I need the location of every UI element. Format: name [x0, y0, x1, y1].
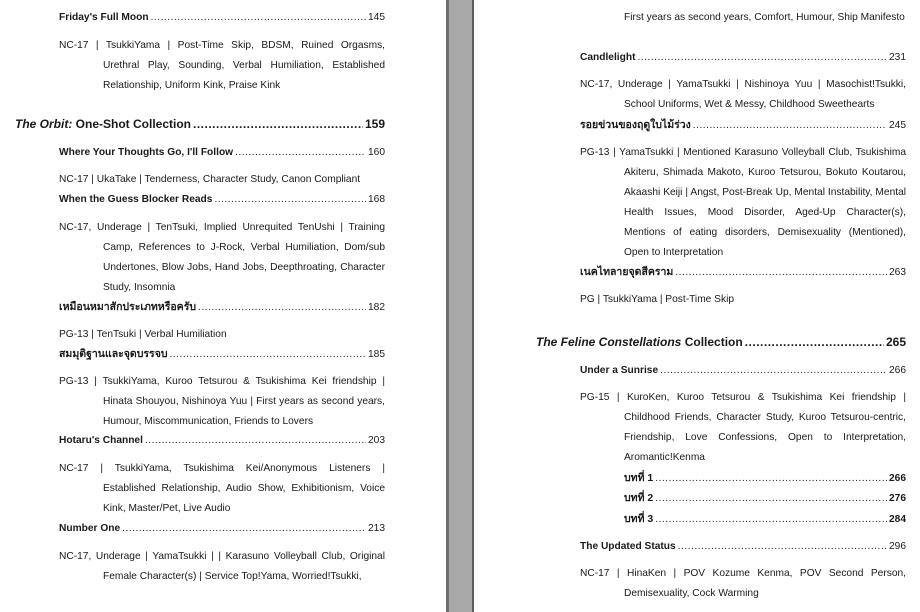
toc-entry[interactable]: Under a Sunrise ..... 266	[580, 361, 906, 381]
toc-entry[interactable]: Number One ..... 213	[59, 519, 385, 539]
entry-description: PG-13 | YamaTsukki | Mentioned Karasuno Volleyball Club, Tsukishima Akiteru, Shimada Makoto, Kuroo Tetsurou, Bokuto Koutarou, Akaashi Keiji | Angst, Post-Break Up, Mental Instability, Mental Health Issues, Mood Disorder, Aged-Up Character(s), Mentions of eating disorders, Demisexuality (Mentioned), Open to Interpretation	[580, 147, 906, 258]
entry-description-continued: First years as second years, Comfort, Humour, Ship Manifesto	[624, 12, 905, 23]
toc-chapter-entry[interactable]: บทที่ 3 ..... 284	[624, 509, 906, 530]
toc-collection-entry[interactable]: The Orbit: One-Shot Collection ..... 159	[15, 114, 385, 134]
entry-description: NC-17 | UkaTake | Tenderness, Character Study, Canon Compliant	[59, 174, 361, 185]
toc-chapter-entry[interactable]: บทที่ 2 ..... 276	[624, 488, 906, 509]
toc-entry[interactable]: สมมุติฐานและจุดบรรจบ ..... 185	[59, 344, 385, 365]
entry-description: PG | TsukkiYama | Post-Time Skip	[580, 294, 734, 305]
entry-description: NC-17 | TsukkiYama, Tsukishima Kei/Anonymous Listeners | Established Relationship, Audio Show, Exhibitionism, Voice Kink, Master/Pet, Live Audio	[59, 463, 385, 514]
toc-entry[interactable]: Hotaru's Channel ..... 203	[59, 431, 385, 451]
toc-entry[interactable]: When the Guess Blocker Reads ..... 168	[59, 190, 385, 210]
left-page	[0, 0, 424, 612]
entry-description: PG-15 | KuroKen, Kuroo Tetsurou & Tsukishima Kei friendship | Childhood Friends, Character Study, Kuroo Tetsurou-centric, Friendship, Love Confessions, Open to Interpretation, Aromantic!Kenma	[580, 392, 906, 463]
toc-entry[interactable]: เหมือนหมาสักประเภทหรือครับ ..... 182	[59, 297, 385, 318]
toc-entry[interactable]: เนคไทลายจุดสีคราม ..... 263	[580, 262, 906, 283]
toc-entry[interactable]: รอยข่วนของฤดูใบไม้ร่วง ..... 245	[580, 115, 906, 136]
entry-description: PG-13 | TenTsuki | Verbal Humiliation	[59, 329, 227, 340]
entry-description: NC-17 | TsukkiYama | Post-Time Skip, BDSM, Ruined Orgasms, Urethral Play, Sounding, Verbal Humiliation, Established Relationship, Uniform Kink, Praise Kink	[59, 40, 385, 91]
entry-description: PG-13 | TsukkiYama, Kuroo Tetsurou & Tsukishima Kei friendship | Hinata Shouyou, Nishinoya Yuu | First years as second years, Humour, Miscommunication, Friends to Lovers	[59, 376, 385, 427]
toc-entry[interactable]: The Updated Status ..... 296	[580, 537, 906, 557]
toc-chapter-entry[interactable]: บทที่ 1 ..... 266	[624, 468, 906, 489]
toc-entry[interactable]: Where Your Thoughts Go, I'll Follow ..... 160	[59, 143, 385, 163]
toc-collection-entry[interactable]: The Feline Constellations Collection ..... 265	[536, 332, 906, 352]
entry-description: NC-17, Underage | TenTsuki, Implied Unrequited TenUshi | Training Camp, References to J-Rock, Verbal Humiliation, Dom/sub Undertones, Blow Jobs, Hand Jobs, Deepthroating, Character Study, Insomnia	[59, 222, 385, 293]
entry-description: NC-17, Underage | YamaTsukki | Nishinoya Yuu | Masochist!Tsukki, School Uniforms, Wet & Messy, Childhood Sweethearts	[580, 79, 906, 110]
page-gutter	[424, 0, 474, 612]
toc-entry[interactable]: Candlelight ..... 231	[580, 48, 906, 68]
entry-description: NC-17 | HinaKen | POV Kozume Kenma, POV Second Person, Demisexuality, Cock Warming	[580, 568, 906, 599]
toc-entry[interactable]: Friday's Full Moon ..... 145	[59, 8, 385, 28]
entry-description: NC-17, Underage | YamaTsukki | | Karasuno Volleyball Club, Original Female Character(s) | Service Top!Yama, Worried!Tsukki,	[59, 551, 385, 582]
right-page	[474, 0, 920, 612]
